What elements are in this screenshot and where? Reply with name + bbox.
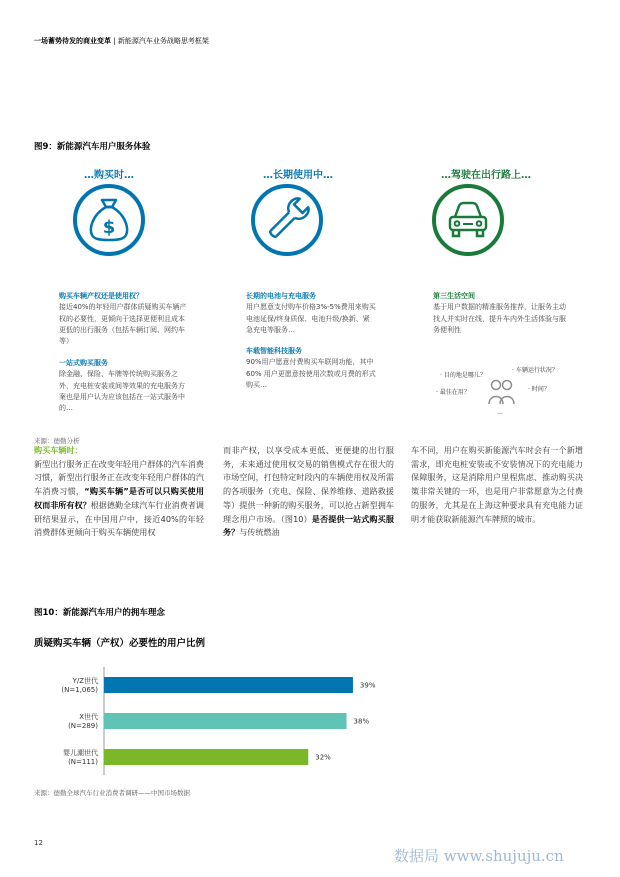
bar-2 (104, 749, 308, 765)
fig9-col3-block1 (433, 291, 567, 336)
fig9-col3-title: …驾驶在出行路上… (441, 170, 531, 181)
fig9-col2-block1 (246, 291, 376, 336)
svg-text:$: $ (102, 217, 116, 238)
category-label-0: Y/Z世代 (72, 677, 98, 685)
col2-block2-text: 90%用户愿意付费购买车联网功能，其中60% 用户更愿意按使用次数或月费的形式购买… (246, 358, 376, 389)
body-column-3: 车不同，用户在购买新能源汽车时会有一个新增需求，即充电桩安装或不安装情况下的充电能力保障服务，这是消除用户里程焦虑、推动购买决策非常关键的一环，也是用户非常愿意为之付费的服务，尤其是在上海这种要求具有充电能力证明才能获取新能源汽车牌照的城市。 (411, 445, 583, 524)
fig9-title: 图9：新能源汽车用户服务体验 (34, 142, 151, 152)
watermark: 数据局 www.shujuju.cn (394, 847, 564, 865)
fig9-col1-title: …购买时… (84, 170, 134, 181)
header-sep: | (113, 37, 116, 45)
bubble-destination: · 目的地是哪儿？ (440, 372, 486, 379)
body-column-1: 购买车辆时： 新型出行服务正在改变年轻用户群体的汽车消费习惯，新型出行服务正在改变年轻用户群体的汽车消费习惯，“购买车辆”是否可以只购买使用权而非所有权？根据德勤全球汽车行业消费者调研结果显示，在中国用户中，接近40%的年轻消费群体更倾向于购买车辆使用权 (34, 445, 204, 538)
generation-bar-chart (34, 665, 434, 775)
bar-value-label-2: 32% (315, 753, 331, 762)
fig9-col2-block2 (246, 346, 376, 391)
col1-block2-heading: 一站式购买服务 (59, 359, 108, 367)
col1-block1-heading: 购买车辆产权还是使用权？ (59, 292, 143, 300)
bubble-time: · 时间？ (528, 386, 550, 393)
bubble-vehicle-status: · 车辆运行状况？ (512, 367, 558, 374)
bar-value-label-0: 39% (359, 681, 376, 690)
header-right: 新能源汽车业务战略思考框架 (117, 37, 209, 45)
category-n-label-0: (N=1,065) (61, 686, 98, 694)
chart-title: 质疑购买车辆（产权）必要性的用户比例 (34, 638, 206, 649)
fig9-col1-block1 (59, 291, 187, 347)
fig9-col2-title: …长期使用中… (263, 170, 333, 181)
header-left: 一场蓄势待发的商业变革 (34, 37, 111, 45)
running-header (34, 36, 209, 46)
col2-block1-heading: 长期的电池与充电服务 (246, 292, 316, 300)
category-label-2: 婴儿潮世代 (63, 749, 98, 757)
money-bag-icon (72, 183, 146, 257)
body-question-ownership: “购买车辆”是否可以只购买使用权而非所有权？ (34, 486, 204, 510)
fig9-col1-block2 (59, 358, 187, 414)
col2-block1-text: 用户愿意支付购车价格3%-5%费用来购买电池延保/终身质保、电池升级/换新、紧急充电等服务… (246, 303, 376, 334)
bar-value-label-1: 38% (353, 717, 370, 726)
car-icon (431, 183, 505, 257)
category-label-1: X世代 (79, 713, 98, 721)
col3-block1-heading: 第三生活空间 (433, 292, 475, 300)
fig10-title: 图10：新能源汽车用户的拥车理念 (34, 608, 165, 618)
col2-block2-heading: 车载智能科技服务 (246, 347, 302, 355)
col3-block1-text: 基于用户数据的精准服务推荐，让服务主动找人并实时在线，提升车内外生活体验与服务便利性 (433, 303, 566, 334)
body-question-onestop: 是否提供一站式购买服务？ (223, 513, 394, 538)
bubble-ellipsis: … (497, 409, 503, 416)
fig9-source: 来源：德勤分析 (34, 437, 80, 445)
body-highlight-purchase: 购买车辆时： (34, 445, 83, 455)
category-n-label-2: (N=111) (68, 758, 98, 766)
col1-block2-text: 除金融、保险、车牌等传统购买服务之外，充电桩安装或间等效果的充电服务方案也是用户认为应该包括在一站式服务中的… (59, 370, 185, 413)
page-number: 12 (34, 839, 43, 847)
col1-block1-text: 接近40%的年轻用户群体质疑购买车辆产权的必要性，更倾向于选择更便利且成本更低的出行服务（包括车辆订阅、网约车等） (59, 303, 187, 346)
fig10-source: 来源：德勤全球汽车行业消费者调研——中国市场数据 (34, 789, 190, 797)
body-column-2: 而非产权，以享受成本更低、更便捷的出行服务，未来通过使用权交易的销售模式存在很大的市场空间，打包特定时段内的车辆使用权及所需的各项服务（充电、保险、保养维修、道路救援等）提供一种新的购买服务，可以抢占新型拥车理念用户市场。（图10）是否提供一站式购买服务？与传统燃油 (223, 445, 394, 538)
people-thinking-icon (486, 378, 516, 406)
category-n-label-1: (N=289) (68, 722, 98, 730)
bubble-best-use: · 最佳在用？ (436, 389, 470, 396)
bar-1 (104, 713, 347, 729)
wrench-icon (250, 183, 324, 257)
bar-0 (104, 677, 353, 693)
